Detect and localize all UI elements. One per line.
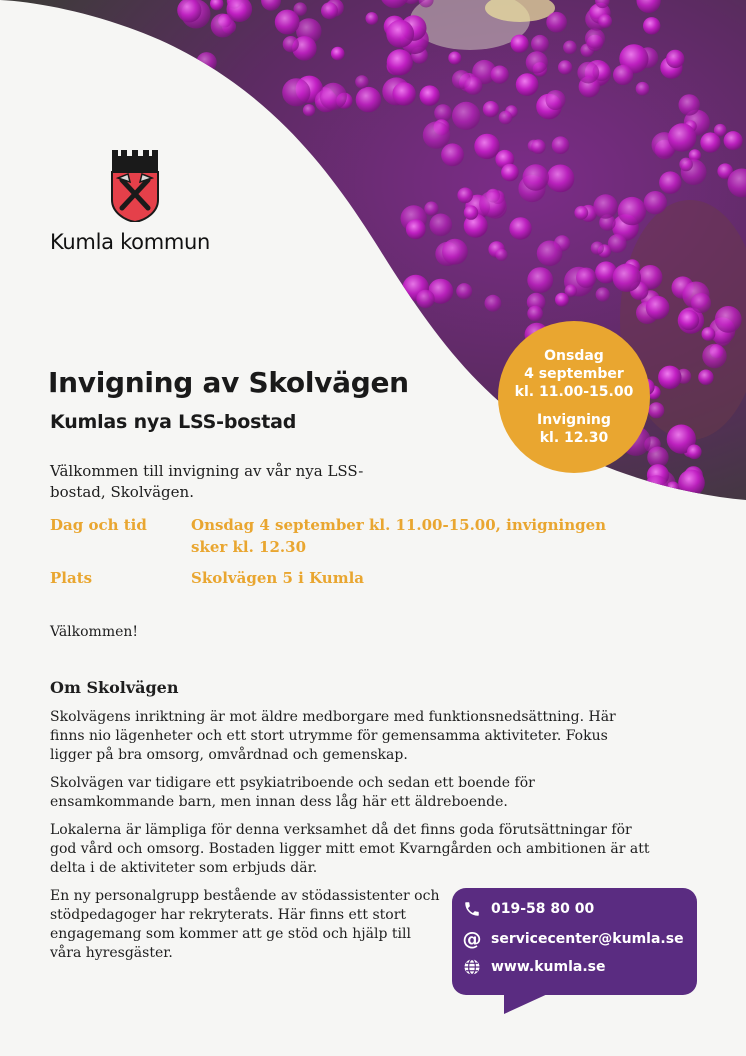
contact-phone-text: 019-58 80 00 bbox=[491, 901, 595, 917]
page-subtitle: Kumlas nya LSS-bostad bbox=[50, 411, 297, 433]
badge-inauguration: Invigning bbox=[537, 412, 611, 428]
at-icon: @ bbox=[462, 928, 482, 950]
about-paragraph-3: Lokalerna är lämpliga för denna verksamhet då det finns goda förutsättningar för god vård och omsorg. Bostaden ligger mitt emot Kvarngården och ambitionen är att delta i de aktiviteter som erbjuds där. bbox=[50, 822, 650, 876]
phone-icon bbox=[462, 899, 482, 919]
contact-web[interactable] bbox=[462, 957, 605, 977]
badge-date: 4 september bbox=[524, 366, 624, 382]
page-title: Invigning av Skolvägen bbox=[48, 366, 409, 399]
badge-day: Onsdag bbox=[544, 348, 604, 364]
about-paragraph-2: Skolvägen var tidigare ett psykiatriboende och sedan ett boende för ensamkommande barn, men innan dess låg här ett äldreboende. bbox=[50, 775, 535, 810]
kumla-crest-icon bbox=[110, 150, 160, 222]
place-value: Skolvägen 5 i Kumla bbox=[191, 569, 365, 587]
date-badge bbox=[498, 321, 650, 473]
contact-email[interactable] bbox=[462, 929, 684, 949]
globe-icon bbox=[462, 957, 482, 977]
contact-box bbox=[452, 888, 697, 995]
contact-phone[interactable] bbox=[462, 899, 594, 919]
contact-email-text: servicecenter@kumla.se bbox=[491, 931, 684, 947]
about-paragraph-4: En ny personalgrupp bestående av stödassistenter och stödpedagoger har rekryterats. Här finns ett stort engagemang som kommer att ge stöd och hjälp till våra hyresgäster. bbox=[50, 888, 440, 961]
badge-inauguration-time: kl. 12.30 bbox=[539, 430, 609, 446]
date-value: Onsdag 4 september kl. 11.00-15.00, invigningen sker kl. 12.30 bbox=[191, 516, 607, 556]
intro-text: Välkommen till invigning av vår nya LSS-bostad, Skolvägen. bbox=[50, 462, 364, 501]
contact-web-text: www.kumla.se bbox=[491, 959, 606, 975]
brand-name: Kumla kommun bbox=[50, 230, 211, 254]
speech-bubble-tail bbox=[504, 992, 552, 1014]
about-paragraph-1: Skolvägens inriktning är mot äldre medborgare med funktionsnedsättning. Här finns nio lägenheter och ett stort utrymme för gemensamma aktiviteter. Fokus ligger på bra omsorg, omvårdnad och gemenskap. bbox=[50, 709, 616, 763]
date-label: Dag och tid bbox=[50, 516, 147, 534]
badge-time: kl. 11.00-15.00 bbox=[514, 384, 634, 400]
welcome-text: Välkommen! bbox=[50, 624, 139, 640]
place-label: Plats bbox=[50, 569, 93, 587]
about-heading: Om Skolvägen bbox=[50, 678, 179, 697]
